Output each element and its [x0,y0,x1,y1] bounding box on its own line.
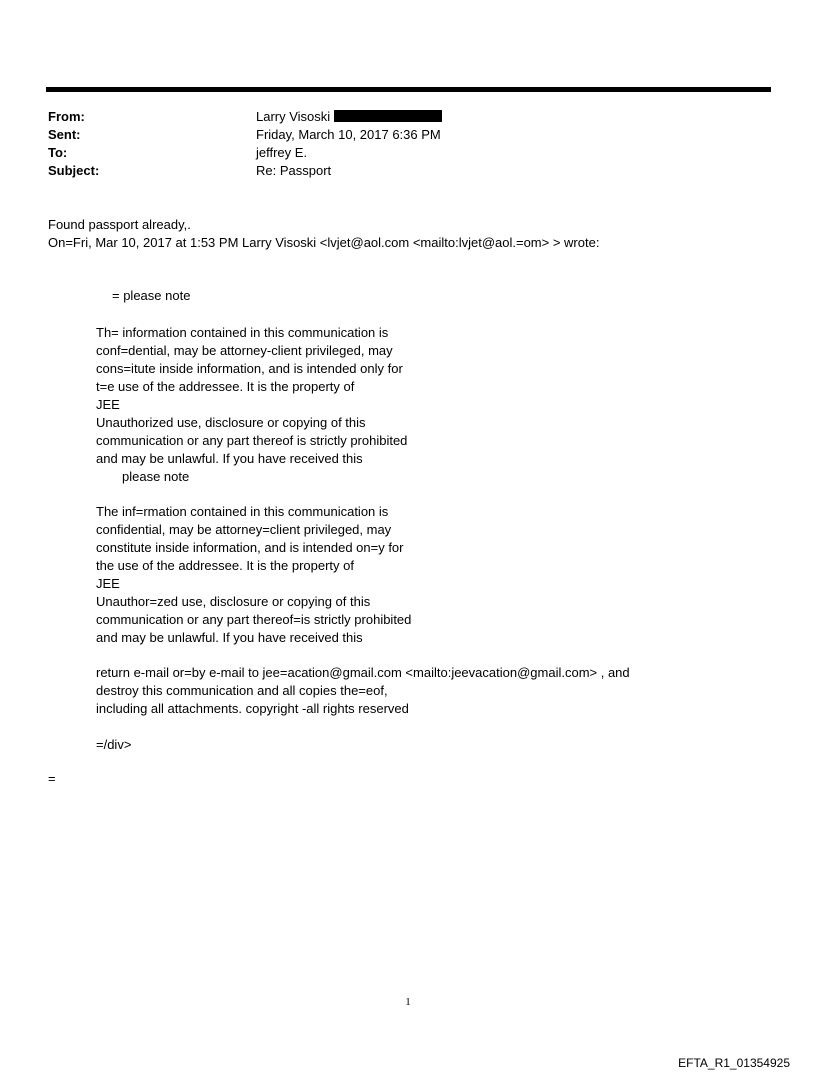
disclaimer-line: and may be unlawful. If you have received this [96,630,363,645]
sent-label: Sent: [48,127,81,142]
email-header [48,108,748,180]
subject-row [48,162,748,180]
disclaimer-line: constitute inside information, and is intended on=y for [96,540,404,555]
trailing-equals: = [48,771,56,786]
disclaimer-line: The inf=rmation contained in this communication is [96,504,389,519]
disclaimer-line: destroy this communication and all copies the=eof, [96,683,388,698]
closing-div-text: =/div> [96,737,132,752]
from-label: From: [48,109,85,124]
sent-value: Friday, March 10, 2017 6:36 PM [256,127,441,142]
to-value: jeffrey E. [256,145,308,160]
disclaimer-line: Unauthor=zed use, disclosure or copying of this [96,594,371,609]
disclaimer-line: Unauthorized use, disclosure or copying of this [96,415,366,430]
disclaimer-line: communication or any part thereof is strictly prohibited [96,433,408,448]
reply-line: Found passport already,. [48,217,191,232]
disclaimer-line: t=e use of the addressee. It is the property of [96,379,355,394]
disclaimer-line: including all attachments. copyright -all rights reserved [96,701,409,716]
disclaimer-line: cons=itute inside information, and is intended only for [96,361,403,376]
header-rule [46,87,771,92]
disclaimer-line: JEE [96,397,120,412]
disclaimer-line: Th= information contained in this communication is [96,325,389,340]
disclaimer-line: the use of the addressee. It is the property of [96,558,354,573]
from-row [48,108,748,126]
subject-value: Re: Passport [256,163,332,178]
disclaimer-note: please note [122,469,190,484]
disclaimer-line: and may be unlawful. If you have received this [96,451,363,466]
to-label: To: [48,145,68,160]
disclaimer-line: JEE [96,576,120,591]
to-row [48,144,748,162]
disclaimer-line: confidential, may be attorney=client privileged, may [96,522,392,537]
disclaimer-line: return e-mail or=by e-mail to jee=acation@gmail.com <mailto:jeevacation@gmail.com> , and [96,665,630,680]
from-value [256,108,442,126]
from-name: Larry Visoski [256,109,331,124]
redaction-bar [334,110,442,122]
disclaimer-block-1 [96,324,407,486]
email-intro [48,216,599,252]
disclaimer-block-2 [96,503,411,647]
subject-label: Subject: [48,163,100,178]
sent-row [48,126,748,144]
document-id: EFTA_R1_01354925 [678,1056,790,1070]
note-title: = please note [112,288,191,303]
disclaimer-block-3 [96,664,630,718]
quote-attribution: On=Fri, Mar 10, 2017 at 1:53 PM Larry Visoski <lvjet@aol.com <mailto:lvjet@aol.=om> > wrote: [48,235,600,250]
disclaimer-line: communication or any part thereof=is strictly prohibited [96,612,412,627]
page-number: 1 [405,996,411,1008]
disclaimer-line: conf=dential, may be attorney-client privileged, may [96,343,393,358]
